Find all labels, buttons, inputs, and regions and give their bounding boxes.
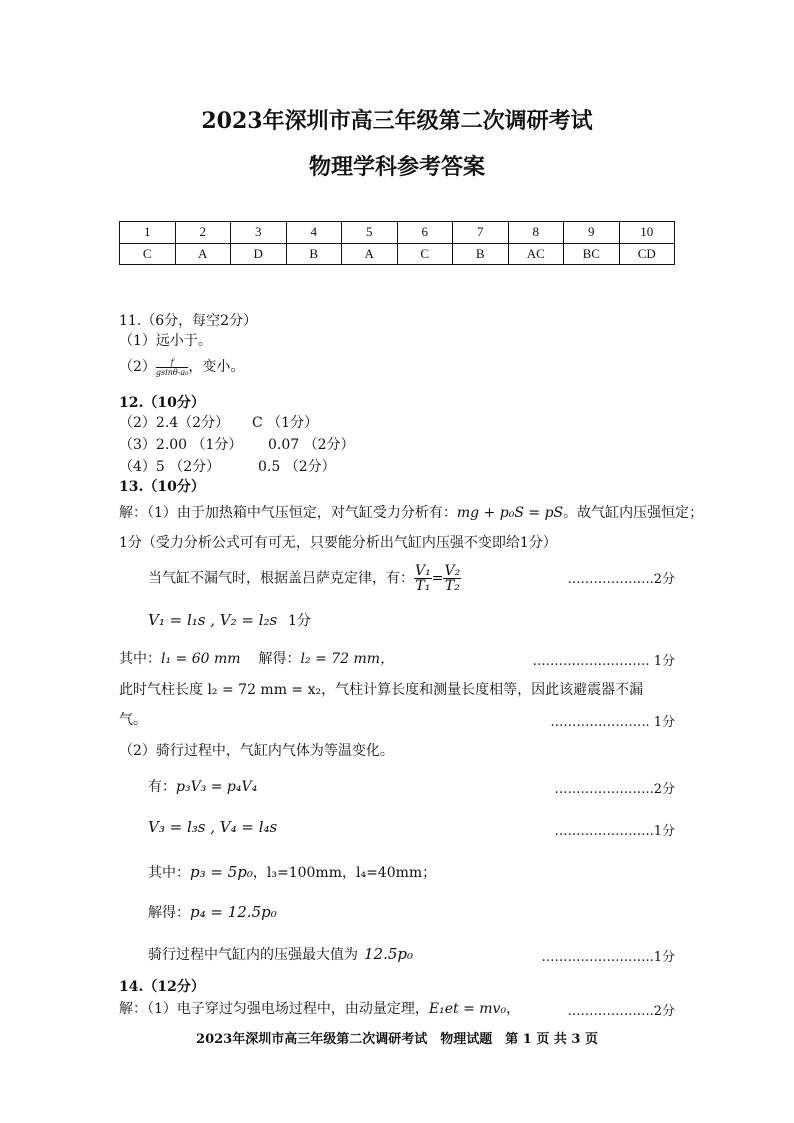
q13-line11-equation: p₃ = 5p₀: [190, 863, 253, 881]
answer-choice: AC: [508, 243, 564, 265]
answer-choice: BC: [564, 243, 620, 265]
q13-line3: [148, 564, 461, 593]
q13-line6: 此时气柱长度 l₂ = 72 mm = x₂，气柱计算长度和测量长度相等，因此该避震器不漏: [119, 682, 644, 698]
q13-line1-equation: mg + p₀S = pS: [456, 505, 564, 521]
answer-table: [119, 221, 675, 265]
q13-line5-l1: l₁ = 60 mm: [161, 651, 241, 667]
q13-line10-score: …………………..1分: [554, 824, 675, 839]
q13-line4-equation: V₁ = l₁s , V₂ = l₂s: [148, 611, 278, 629]
q14-line1-score: ………………..2分: [567, 1004, 675, 1019]
q13-line13-text: 骑行过程中气缸内的压强最大值为: [148, 947, 358, 963]
q13-line5: [119, 648, 394, 668]
answer-number: 1: [120, 222, 176, 244]
q14-line1-equation: E₁et = mv₀: [428, 1001, 507, 1017]
q13-line9-score: …………………..2分: [554, 782, 675, 797]
q13-line3-text: 当气缸不漏气时，根据盖吕萨克定律，有：: [148, 570, 414, 587]
q11-part1: （1）远小于。: [119, 333, 212, 349]
q14-line1-tail: ，: [506, 1001, 521, 1017]
q13-fraction-2-numerator: V₂: [444, 563, 461, 579]
answer-number: 7: [453, 222, 509, 244]
q13-line4: [148, 610, 311, 630]
answer-choice-row: [120, 243, 675, 265]
answer-choice: A: [175, 243, 231, 265]
page-subtitle: 物理学科参考答案: [308, 154, 485, 180]
q12-row3-a: （3）2.00 （1分）: [119, 437, 243, 453]
q11-part2-prefix: （2）: [119, 359, 156, 375]
answer-choice: C: [120, 243, 176, 265]
q11-fraction-numerator: f: [156, 358, 188, 368]
q11-fraction: [156, 358, 188, 377]
q13-line9-equation: p₃V₃ = p₄V₄: [176, 779, 258, 795]
q13-line13-equation: 12.5p₀: [364, 945, 414, 963]
answer-choice: A: [342, 243, 398, 265]
answer-number: 6: [397, 222, 453, 244]
q12-row2-a: （2）2.4（2分）: [119, 415, 230, 431]
q13-line4-score: 1分: [288, 613, 311, 629]
answer-number: 3: [231, 222, 287, 244]
q11-part2-suffix: ，变小。: [188, 359, 245, 375]
answer-number: 2: [175, 222, 231, 244]
q14-line1-text: 解：（1）电子穿过匀强电场过程中，由动量定理，: [119, 1001, 429, 1017]
q13-line11-label: 其中：: [148, 865, 190, 881]
q13-line7: 气。: [119, 712, 147, 728]
q13-line5-score: ……………………… 1分: [532, 654, 675, 669]
q12-row2-b: C （1分）: [252, 415, 319, 431]
q13-line1: [119, 502, 703, 522]
q13-line10-equation: V₃ = l₃s , V₄ = l₄s: [148, 818, 278, 836]
page-title: 2023年深圳市高三年级第二次调研考试: [201, 108, 593, 134]
q13-line10: [148, 818, 277, 836]
q13-line1-tail: 。故气缸内压强恒定；: [563, 505, 704, 521]
q12-row3-b: 0.07 （2分）: [268, 437, 355, 453]
q13-line3-score: ………………..2分: [567, 572, 675, 587]
answer-number: 4: [286, 222, 342, 244]
q12-heading: 12.（10分）: [119, 395, 205, 411]
q13-line12-equation: p₄ = 12.5p₀: [190, 903, 277, 921]
q11-heading: 11.（6分，每空2分）: [119, 313, 258, 329]
q13-line9: [148, 776, 257, 796]
answer-number: 8: [508, 222, 564, 244]
q13-line8: （2）骑行过程中，气缸内气体为等温变化。: [119, 743, 394, 759]
page-footer: 2023年深圳市高三年级第二次调研考试 物理试题 第 1 页 共 3 页: [196, 1032, 598, 1047]
q13-line9-label: 有：: [148, 779, 176, 795]
q13-line5-solve: 解得：: [258, 651, 301, 667]
answer-choice: CD: [619, 243, 675, 265]
q13-line13-score: ……………………..1分: [541, 950, 675, 965]
q13-line7-score: ………………….. 1分: [550, 715, 675, 730]
q11-part2: [119, 356, 244, 377]
q14-heading: 14.（12分）: [119, 979, 205, 995]
q14-line1: [119, 998, 520, 1018]
q13-fraction-2-denominator: T₂: [444, 578, 460, 594]
q13-line5-label: 其中：: [119, 651, 161, 667]
q12-row4-b: 0.5 （2分）: [258, 459, 336, 475]
q13-line11: [148, 862, 436, 882]
q11-fraction-denominator: gsinθ-a₀: [155, 367, 189, 377]
q13-line3-equals: =: [431, 570, 444, 587]
answer-number-row: [120, 222, 675, 244]
answer-choice: C: [397, 243, 453, 265]
answer-choice: B: [453, 243, 509, 265]
answer-choice: D: [231, 243, 287, 265]
q13-line12-label: 解得：: [148, 905, 190, 921]
answer-number: 9: [564, 222, 620, 244]
q13-line1-text: 解：（1）由于加热箱中气压恒定，对气缸受力分析有：: [119, 505, 457, 521]
q13-heading: 13.（10分）: [119, 479, 205, 495]
q13-fraction-2: [443, 564, 461, 593]
answer-number: 5: [342, 222, 398, 244]
q12-row4-a: （4）5 （2分）: [119, 459, 221, 475]
answer-number: 10: [619, 222, 675, 244]
q13-line13: [148, 944, 413, 964]
q13-line11-tail: ，l₃=100mm，l₄=40mm；: [252, 865, 437, 881]
q13-line12: [148, 902, 277, 922]
q13-line2: 1分（受力分析公式可有可无，只要能分析出气缸内压强不变即给1分）: [119, 535, 557, 551]
q13-fraction-1-denominator: T₁: [415, 578, 431, 594]
q13-line5-l2: l₂ = 72 mm，: [300, 651, 395, 667]
q13-fraction-1-numerator: V₁: [415, 563, 431, 579]
q13-fraction-1: [414, 564, 432, 593]
answer-choice: B: [286, 243, 342, 265]
